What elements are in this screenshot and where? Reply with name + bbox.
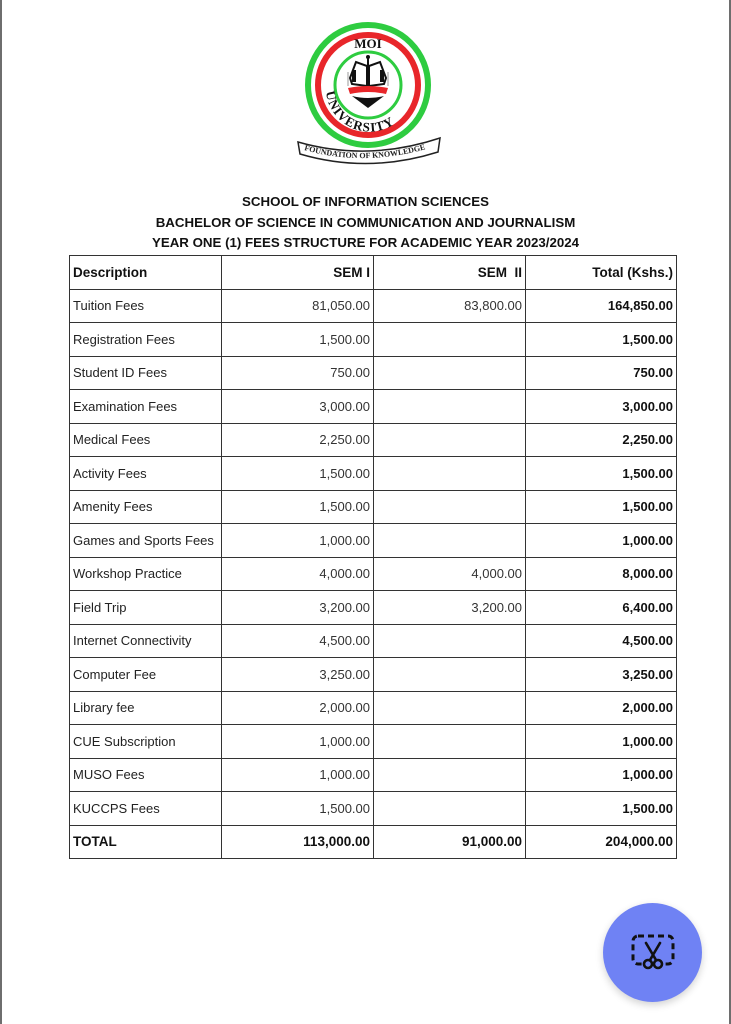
table-row <box>70 792 677 826</box>
table-row <box>70 624 677 658</box>
row-sem1: 1,500.00 <box>222 457 374 491</box>
row-description: Games and Sports Fees <box>70 524 222 558</box>
row-total: 750.00 <box>526 356 677 390</box>
row-sem2 <box>374 390 526 424</box>
table-row <box>70 691 677 725</box>
row-description: Examination Fees <box>70 390 222 424</box>
row-description: Medical Fees <box>70 423 222 457</box>
row-sem1: 2,250.00 <box>222 423 374 457</box>
table-row <box>70 658 677 692</box>
row-sem2: 83,800.00 <box>374 289 526 323</box>
row-sem2 <box>374 524 526 558</box>
row-sem2 <box>374 758 526 792</box>
row-sem1: 2,000.00 <box>222 691 374 725</box>
logo-top-text: MOI <box>354 36 382 51</box>
screenshot-scissors-icon <box>630 933 676 973</box>
row-total: 2,250.00 <box>526 423 677 457</box>
row-description: MUSO Fees <box>70 758 222 792</box>
table-row <box>70 423 677 457</box>
column-header-sem1: SEM I <box>222 256 374 290</box>
row-sem2 <box>374 490 526 524</box>
row-description: CUE Subscription <box>70 725 222 759</box>
total-sem2: 91,000.00 <box>374 825 526 859</box>
fees-structure-title: YEAR ONE (1) FEES STRUCTURE FOR ACADEMIC YEAR 2023/2024 <box>151 235 580 250</box>
row-sem1: 4,000.00 <box>222 557 374 591</box>
table-row <box>70 557 677 591</box>
row-sem1: 1,500.00 <box>222 490 374 524</box>
row-total: 3,000.00 <box>526 390 677 424</box>
row-sem2 <box>374 323 526 357</box>
table-row <box>70 524 677 558</box>
column-header-total: Total (Kshs.) <box>526 256 677 290</box>
row-sem1: 1,000.00 <box>222 725 374 759</box>
row-sem1: 1,500.00 <box>222 792 374 826</box>
table-row <box>70 725 677 759</box>
row-sem1: 81,050.00 <box>222 289 374 323</box>
total-label: TOTAL <box>70 825 222 859</box>
row-description: Activity Fees <box>70 457 222 491</box>
row-description: Field Trip <box>70 591 222 625</box>
row-total: 1,500.00 <box>526 490 677 524</box>
logo-arc-text: UNIVERSITY <box>322 89 397 135</box>
fees-table <box>69 255 677 859</box>
table-row <box>70 591 677 625</box>
screenshot-edit-button[interactable] <box>603 903 702 1002</box>
row-sem2 <box>374 792 526 826</box>
row-description: Library fee <box>70 691 222 725</box>
row-total: 1,500.00 <box>526 323 677 357</box>
row-sem2 <box>374 457 526 491</box>
total-sem1: 113,000.00 <box>222 825 374 859</box>
row-total: 1,500.00 <box>526 457 677 491</box>
row-description: Workshop Practice <box>70 557 222 591</box>
grand-total: 204,000.00 <box>526 825 677 859</box>
table-row <box>70 323 677 357</box>
table-row <box>70 289 677 323</box>
table-total-row <box>70 825 677 859</box>
row-description: Computer Fee <box>70 658 222 692</box>
row-description: Student ID Fees <box>70 356 222 390</box>
logo-motto: FOUNDATION OF KNOWLEDGE <box>303 142 427 161</box>
table-row <box>70 356 677 390</box>
column-header-sem2: SEM II <box>374 256 526 290</box>
programme-title: BACHELOR OF SCIENCE IN COMMUNICATION AND JOURNALISM <box>155 214 576 230</box>
row-total: 164,850.00 <box>526 289 677 323</box>
row-total: 1,000.00 <box>526 725 677 759</box>
document-header <box>0 192 731 254</box>
moi-university-logo <box>290 20 450 170</box>
row-sem2 <box>374 356 526 390</box>
row-sem1: 1,000.00 <box>222 524 374 558</box>
school-title: SCHOOL OF INFORMATION SCIENCES <box>242 194 489 209</box>
row-sem2: 4,000.00 <box>374 557 526 591</box>
row-sem2: 3,200.00 <box>374 591 526 625</box>
row-description: KUCCPS Fees <box>70 792 222 826</box>
row-sem2 <box>374 423 526 457</box>
table-row <box>70 758 677 792</box>
column-header-description: Description <box>70 256 222 290</box>
table-row <box>70 457 677 491</box>
table-header-row <box>70 256 677 290</box>
table-row <box>70 490 677 524</box>
row-total: 3,250.00 <box>526 658 677 692</box>
row-total: 1,000.00 <box>526 524 677 558</box>
row-description: Tuition Fees <box>70 289 222 323</box>
university-crest-icon <box>290 20 450 170</box>
row-total: 1,500.00 <box>526 792 677 826</box>
row-total: 2,000.00 <box>526 691 677 725</box>
row-sem1: 1,000.00 <box>222 758 374 792</box>
row-sem2 <box>374 658 526 692</box>
row-sem1: 3,000.00 <box>222 390 374 424</box>
page-edge-left <box>0 0 2 1024</box>
row-sem1: 1,500.00 <box>222 323 374 357</box>
row-total: 4,500.00 <box>526 624 677 658</box>
row-description: Internet Connectivity <box>70 624 222 658</box>
row-sem2 <box>374 624 526 658</box>
row-description: Amenity Fees <box>70 490 222 524</box>
row-sem1: 3,250.00 <box>222 658 374 692</box>
row-sem1: 3,200.00 <box>222 591 374 625</box>
table-row <box>70 390 677 424</box>
row-total: 1,000.00 <box>526 758 677 792</box>
row-total: 8,000.00 <box>526 557 677 591</box>
row-sem2 <box>374 725 526 759</box>
row-sem2 <box>374 691 526 725</box>
row-sem1: 750.00 <box>222 356 374 390</box>
row-total: 6,400.00 <box>526 591 677 625</box>
row-sem1: 4,500.00 <box>222 624 374 658</box>
row-description: Registration Fees <box>70 323 222 357</box>
